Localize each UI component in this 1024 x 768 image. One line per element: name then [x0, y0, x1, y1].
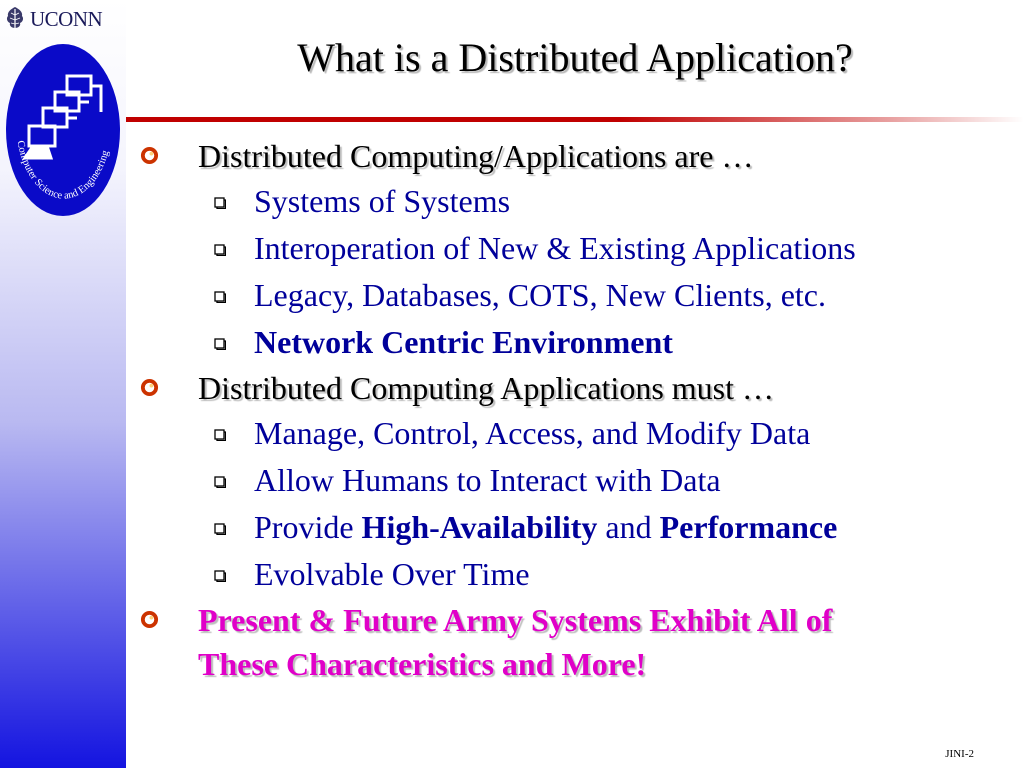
bullet-level1: Distributed Computing/Applications are …: [140, 134, 1020, 178]
bullet-level1-highlight: Present & Future Army Systems Exhibit All of These Characteristics and More!: [140, 598, 1020, 686]
bullet-level1: Distributed Computing Applications must …: [140, 366, 1020, 410]
bullet-level2: Legacy, Databases, COTS, New Clients, etc.: [140, 272, 1020, 319]
slide-title: What is a Distributed Application?: [297, 35, 853, 80]
title-divider: [126, 117, 1024, 122]
bullet-level2: Allow Humans to Interact with Data: [140, 457, 1020, 504]
bullet-list: [140, 134, 1020, 686]
hollow-square-bullet-icon: [214, 570, 226, 582]
hollow-square-bullet-icon: [214, 197, 226, 209]
slide-footer: JINI-2: [945, 748, 974, 760]
bullet-level2: Evolvable Over Time: [140, 551, 1020, 598]
bullet-level2: Provide High-Availability and Performance: [140, 504, 1020, 551]
hollow-square-bullet-icon: [214, 244, 226, 256]
left-sidebar: [0, 0, 126, 768]
hollow-square-bullet-icon: [214, 476, 226, 488]
bullet-level2: Systems of Systems: [140, 178, 1020, 225]
hollow-square-bullet-icon: [214, 523, 226, 535]
bullet-level2: Manage, Control, Access, and Modify Data: [140, 410, 1020, 457]
orange-ring-bullet-icon: [140, 146, 159, 165]
bullet-level2: Interoperation of New & Existing Applications: [140, 225, 1020, 272]
emblem-text: Computer Science and Engineering: [14, 139, 112, 202]
cse-emblem: [3, 42, 123, 220]
hollow-square-bullet-icon: [214, 338, 226, 350]
uconn-logo-text: UCONN: [30, 6, 103, 31]
bullet-level2: Network Centric Environment: [140, 319, 1020, 366]
uconn-logo: [4, 4, 102, 34]
hollow-square-bullet-icon: [214, 291, 226, 303]
orange-ring-bullet-icon: [140, 378, 159, 397]
orange-ring-bullet-icon: [140, 610, 159, 629]
oak-leaf-icon: [4, 6, 26, 32]
hollow-square-bullet-icon: [214, 429, 226, 441]
